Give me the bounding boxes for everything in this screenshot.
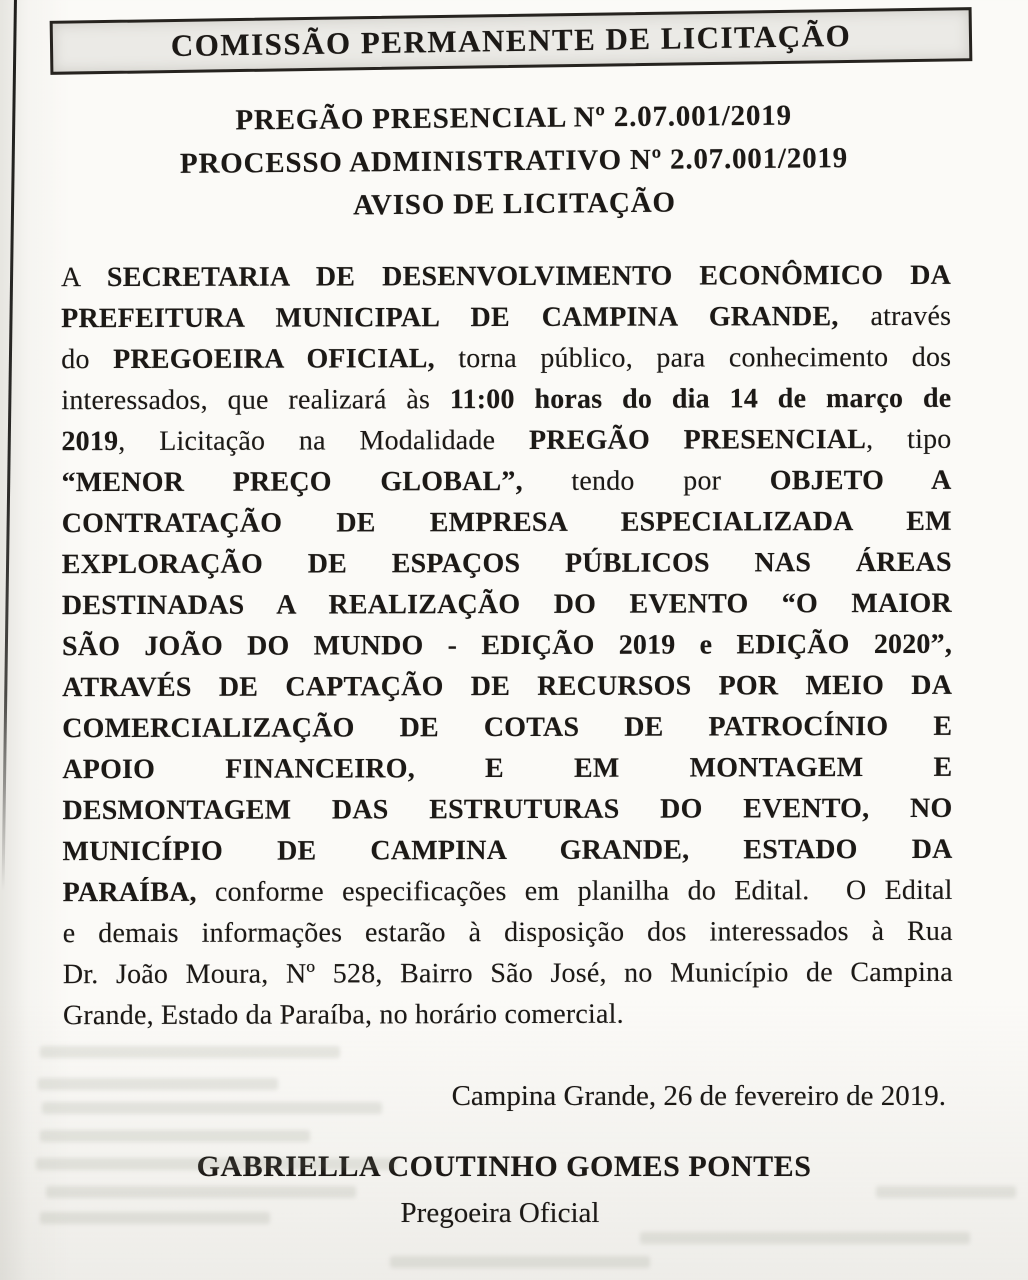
doc-title-block	[0, 93, 1028, 231]
bleed-through-line	[42, 1102, 382, 1114]
body-line: interessados, que realizará às 11:00 horas do dia 14 de março de	[61, 382, 952, 417]
body-line: MUNICÍPIO DE CAMPINA GRANDE, ESTADO DA	[62, 833, 953, 868]
body-line: e demais informações estarão à disposição dos interessados à Rua	[62, 915, 953, 950]
body-line: A SECRETARIA DE DESENVOLVIMENTO ECONÔMICO DA	[60, 259, 952, 294]
bleed-through-line	[390, 1256, 650, 1268]
signatory-name: GABRIELLA COUTINHO GOMES PONTES	[196, 1150, 812, 1183]
body-line: do PREGOEIRA OFICIAL, torna público, para conhecimento dos	[61, 341, 952, 376]
doc-title-line-2: PROCESSO ADMINISTRATIVO Nº 2.07.001/2019	[179, 142, 849, 180]
signatory-role: Pregoeira Oficial	[400, 1197, 600, 1229]
body-line: DESMONTAGEM DAS ESTRUTURAS DO EVENTO, NO	[62, 792, 953, 827]
body-line: COMERCIALIZAÇÃO DE COTAS DE PATROCÍNIO E	[62, 710, 953, 745]
body-line: Grande, Estado da Paraíba, no horário comercial.	[62, 998, 624, 1032]
body-line: “MENOR PREÇO GLOBAL”, tendo por OBJETO A	[61, 464, 952, 499]
body-line: 2019, Licitação na Modalidade PREGÃO PRESENCIAL, tipo	[61, 423, 952, 458]
bleed-through-line	[40, 1212, 270, 1224]
body-line: PREFEITURA MUNICIPAL DE CAMPINA GRANDE, através	[61, 300, 952, 335]
bleed-through-line	[40, 1046, 340, 1058]
body-paragraph	[61, 255, 953, 1036]
doc-title-line-3: AVISO DE LICITAÇÃO	[352, 186, 676, 222]
header-box	[50, 7, 973, 75]
date-line: Campina Grande, 26 de fevereiro de 2019.	[451, 1080, 946, 1112]
bleed-through-line	[40, 1130, 310, 1142]
body-line: EXPLORAÇÃO DE ESPAÇOS PÚBLICOS NAS ÁREAS	[61, 546, 952, 581]
body-line: Dr. João Moura, Nº 528, Bairro São José, no Município de Campina	[62, 956, 953, 991]
body-line: DESTINADAS A REALIZAÇÃO DO EVENTO “O MAIOR	[61, 587, 952, 622]
body-line: CONTRATAÇÃO DE EMPRESA ESPECIALIZADA EM	[61, 505, 952, 540]
body-line: ATRAVÉS DE CAPTAÇÃO DE RECURSOS POR MEIO DA	[62, 669, 953, 704]
bleed-through-line	[876, 1186, 1016, 1198]
body-line: SÃO JOÃO DO MUNDO - EDIÇÃO 2019 e EDIÇÃO 2020”,	[61, 628, 953, 663]
bleed-through-line	[38, 1078, 278, 1090]
body-line: APOIO FINANCEIRO, E EM MONTAGEM E	[62, 751, 953, 786]
doc-title-line-1: PREGÃO PRESENCIAL Nº 2.07.001/2019	[235, 99, 792, 137]
bleed-through-line	[46, 1186, 356, 1198]
header-title: COMISSÃO PERMANENTE DE LICITAÇÃO	[170, 17, 852, 64]
body-line: PARAÍBA, conforme especificações em planilha do Edital. O Edital	[62, 874, 953, 909]
bleed-through-line	[36, 1158, 396, 1170]
bleed-through-line	[640, 1232, 970, 1244]
